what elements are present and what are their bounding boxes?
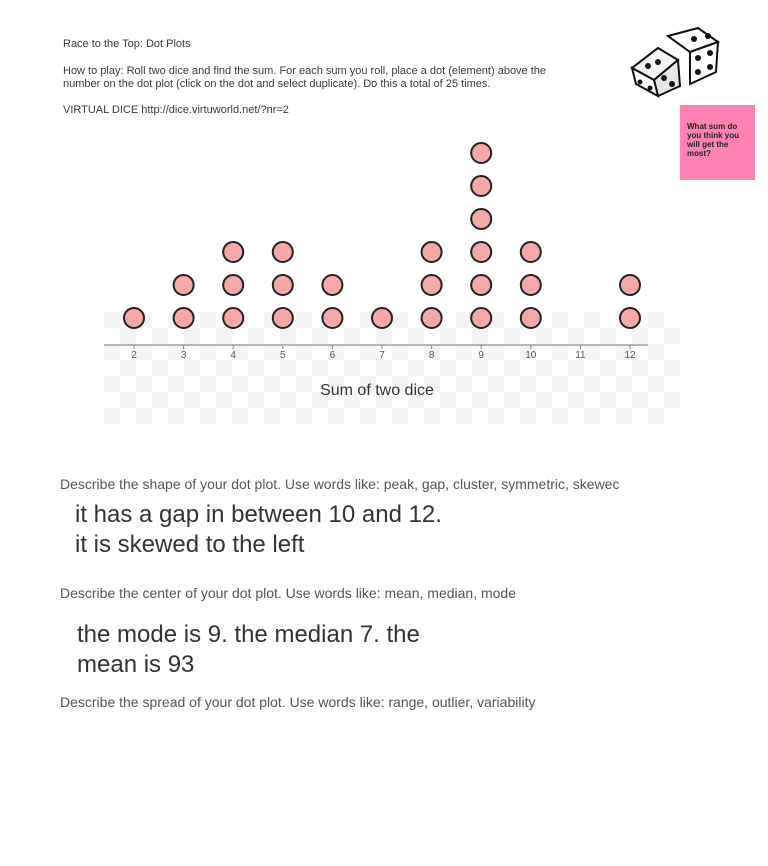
background-cell (216, 392, 232, 408)
data-dot (223, 275, 243, 295)
background-cell (632, 328, 648, 344)
x-axis-tick-label: 11 (575, 350, 586, 361)
background-cell (456, 376, 472, 392)
background-cell (104, 312, 120, 328)
background-cell (280, 328, 296, 344)
background-cell (472, 392, 488, 408)
background-cell (312, 328, 328, 344)
data-dot (322, 275, 342, 295)
background-cell (280, 392, 296, 408)
background-cell (264, 408, 280, 424)
center-question: Describe the center of your dot plot. Use words like: mean, median, mode (60, 585, 516, 601)
background-cell (104, 376, 120, 392)
data-dot (273, 275, 293, 295)
background-cell (248, 328, 264, 344)
background-cell (264, 344, 280, 360)
background-cell (184, 328, 200, 344)
data-dot (422, 275, 442, 295)
background-cell (536, 328, 552, 344)
background-cell (504, 360, 520, 376)
background-cell (472, 360, 488, 376)
data-dot (124, 308, 144, 328)
background-cell (584, 376, 600, 392)
x-axis-tick-label: 8 (428, 350, 435, 361)
background-cell (456, 408, 472, 424)
background-cell (600, 328, 616, 344)
shape-question: Describe the shape of your dot plot. Use words like: peak, gap, cluster, symmetric, skewec (60, 476, 620, 492)
background-cell (376, 360, 392, 376)
shape-answer-line-1: it has a gap in between 10 and 12. (75, 501, 442, 528)
background-cell (520, 408, 536, 424)
x-axis-label: Sum of two dice (320, 382, 434, 399)
data-dot (273, 242, 293, 262)
background-cell (376, 328, 392, 344)
background-cell (328, 408, 344, 424)
data-dot (521, 275, 541, 295)
background-cell (184, 360, 200, 376)
background-cell (488, 344, 504, 360)
background-cell (248, 392, 264, 408)
instructions-line-1: How to play: Roll two dice and find the sum. For each sum you roll, place a dot (element) above the (63, 65, 547, 77)
background-cell (296, 312, 312, 328)
background-cell (648, 376, 664, 392)
background-cell (152, 328, 168, 344)
data-dot (273, 308, 293, 328)
background-cell (296, 376, 312, 392)
page-title: Race to the Top: Dot Plots (63, 38, 191, 50)
background-cell (456, 312, 472, 328)
background-cell (664, 392, 680, 408)
background-cell (504, 328, 520, 344)
background-cell (552, 312, 568, 328)
background-cell (664, 360, 680, 376)
data-dot (223, 242, 243, 262)
data-dot (223, 308, 243, 328)
background-cell (584, 408, 600, 424)
background-cell (632, 360, 648, 376)
shape-answer[interactable] (75, 500, 442, 560)
background-cell (520, 376, 536, 392)
x-axis-tick-label: 5 (280, 350, 286, 361)
data-dot (620, 308, 640, 328)
data-dot (174, 308, 194, 328)
background-cell (360, 408, 376, 424)
background-cell (120, 328, 136, 344)
background-cell (440, 328, 456, 344)
background-cell (648, 408, 664, 424)
background-cell (296, 344, 312, 360)
background-cell (200, 312, 216, 328)
background-cell (488, 376, 504, 392)
x-axis-tick-label: 10 (525, 350, 537, 361)
background-cell (584, 312, 600, 328)
background-cell (392, 344, 408, 360)
background-cell (568, 360, 584, 376)
background-cell (600, 392, 616, 408)
background-cell (632, 392, 648, 408)
background-cell (232, 408, 248, 424)
background-cell (552, 344, 568, 360)
background-cell (312, 360, 328, 376)
background-cell (568, 392, 584, 408)
background-cell (440, 360, 456, 376)
background-cell (168, 408, 184, 424)
background-cell (616, 408, 632, 424)
data-dot (422, 242, 442, 262)
sticky-note: What sum do you think you will get the most? (680, 105, 755, 180)
background-cell (344, 360, 360, 376)
background-cell (600, 360, 616, 376)
data-dot (471, 176, 491, 196)
background-cell (280, 360, 296, 376)
data-dot (471, 143, 491, 163)
spread-question: Describe the spread of your dot plot. Use words like: range, outlier, variability (60, 694, 536, 710)
x-axis-tick-label: 6 (329, 350, 336, 361)
data-dot (620, 275, 640, 295)
background-cell (664, 328, 680, 344)
data-dot (471, 242, 491, 262)
background-cell (472, 328, 488, 344)
background-cell (344, 328, 360, 344)
background-cell (392, 312, 408, 328)
background-cell (152, 392, 168, 408)
background-cell (648, 344, 664, 360)
data-dot (471, 275, 491, 295)
background-cell (184, 392, 200, 408)
background-cell (584, 344, 600, 360)
x-axis-tick-label: 12 (624, 350, 636, 361)
x-axis-tick-label: 2 (131, 350, 137, 361)
center-answer-line-2: mean is 93 (77, 651, 195, 678)
background-cell (136, 344, 152, 360)
data-dot (471, 209, 491, 229)
data-dot (521, 308, 541, 328)
instructions-line-2: number on the dot plot (click on the dot and select duplicate). Do this a total of 25 times. (63, 78, 491, 90)
x-axis-tick-label: 9 (478, 350, 484, 361)
background-cell (424, 408, 440, 424)
background-cell (264, 376, 280, 392)
background-cell (104, 344, 120, 360)
background-cell (552, 376, 568, 392)
background-cell (488, 408, 504, 424)
background-cell (120, 392, 136, 408)
background-cell (120, 360, 136, 376)
background-cell (648, 312, 664, 328)
background-cell (296, 408, 312, 424)
x-axis-tick-label: 4 (230, 350, 236, 361)
background-cell (216, 360, 232, 376)
background-cell (136, 376, 152, 392)
data-dot (372, 308, 392, 328)
background-cell (248, 360, 264, 376)
background-cell (456, 344, 472, 360)
background-cell (504, 392, 520, 408)
center-answer-line-1: the mode is 9. the median 7. the (77, 621, 420, 648)
background-cell (200, 408, 216, 424)
virtual-dice-link[interactable]: VIRTUAL DICE http://dice.virtuworld.net/?nr=2 (63, 104, 289, 116)
data-dot (471, 308, 491, 328)
data-dot (174, 275, 194, 295)
background-cell (168, 376, 184, 392)
background-cell (232, 376, 248, 392)
background-cell (536, 360, 552, 376)
background-cell (200, 344, 216, 360)
background-cell (360, 344, 376, 360)
plot-background (104, 312, 680, 424)
background-cell (392, 408, 408, 424)
background-cell (440, 392, 456, 408)
background-cell (616, 376, 632, 392)
background-cell (552, 408, 568, 424)
center-answer[interactable] (77, 620, 420, 680)
background-cell (152, 360, 168, 376)
background-cell (408, 360, 424, 376)
data-dot (422, 308, 442, 328)
x-axis-tick-label: 7 (379, 350, 385, 361)
background-cell (136, 408, 152, 424)
background-cell (200, 376, 216, 392)
background-cell (216, 328, 232, 344)
data-dot (322, 308, 342, 328)
background-cell (568, 328, 584, 344)
background-cell (408, 328, 424, 344)
x-axis-tick-label: 3 (180, 350, 187, 361)
background-cell (104, 408, 120, 424)
shape-answer-line-2: it is skewed to the left (75, 531, 305, 558)
data-dot (521, 242, 541, 262)
background-cell (536, 392, 552, 408)
